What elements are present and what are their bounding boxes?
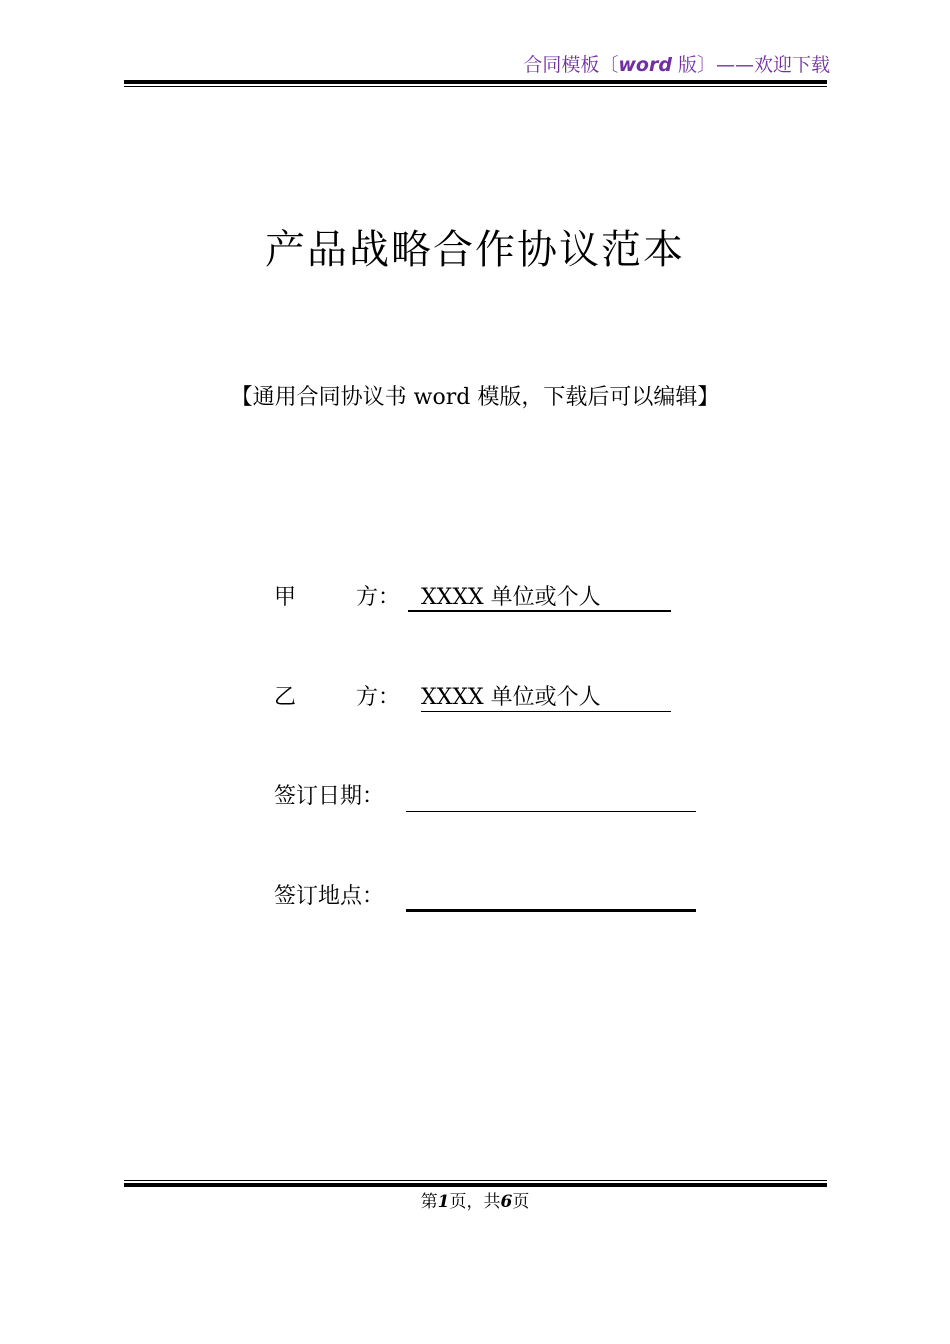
party-a-label-char: 甲 bbox=[274, 585, 297, 610]
party-b-label-char: 乙 bbox=[274, 685, 297, 710]
header-suffix: 版〕——欢迎下载 bbox=[671, 54, 830, 76]
party-a-label-suffix: 方： bbox=[356, 585, 401, 610]
header-prefix: 合同模板〔 bbox=[523, 54, 619, 76]
page-number-mid: 页，共 bbox=[449, 1192, 501, 1212]
sign-date-underline bbox=[406, 811, 696, 812]
party-b-label bbox=[274, 680, 401, 711]
footer-rule-thin bbox=[124, 1180, 827, 1181]
party-a-label bbox=[274, 580, 401, 611]
page-number-pre: 第 bbox=[420, 1192, 438, 1212]
party-b-value[interactable]: XXXX 单位或个人 bbox=[421, 685, 601, 710]
sign-place-underline bbox=[406, 909, 696, 912]
party-a-underline bbox=[408, 610, 671, 612]
document-title: 产品战略合作协议范本 bbox=[265, 227, 685, 273]
header-rule-thin bbox=[124, 86, 827, 87]
header-wordmark: word bbox=[618, 54, 672, 76]
party-b-underline bbox=[421, 711, 671, 712]
party-a-value[interactable]: XXXX 单位或个人 bbox=[421, 585, 601, 610]
total-pages: 6 bbox=[500, 1192, 513, 1212]
sign-place-label: 签订地点： bbox=[274, 884, 385, 909]
page-header bbox=[523, 50, 830, 77]
party-b-label-suffix: 方： bbox=[356, 685, 401, 710]
sign-date-label: 签订日期： bbox=[274, 784, 385, 809]
document-subtitle: 【通用合同协议书 word 模版，下载后可以编辑】 bbox=[230, 385, 720, 410]
page-number-post: 页 bbox=[512, 1192, 530, 1212]
header-rule-thick bbox=[124, 80, 827, 84]
current-page: 1 bbox=[437, 1192, 450, 1212]
page-number bbox=[0, 1187, 950, 1212]
